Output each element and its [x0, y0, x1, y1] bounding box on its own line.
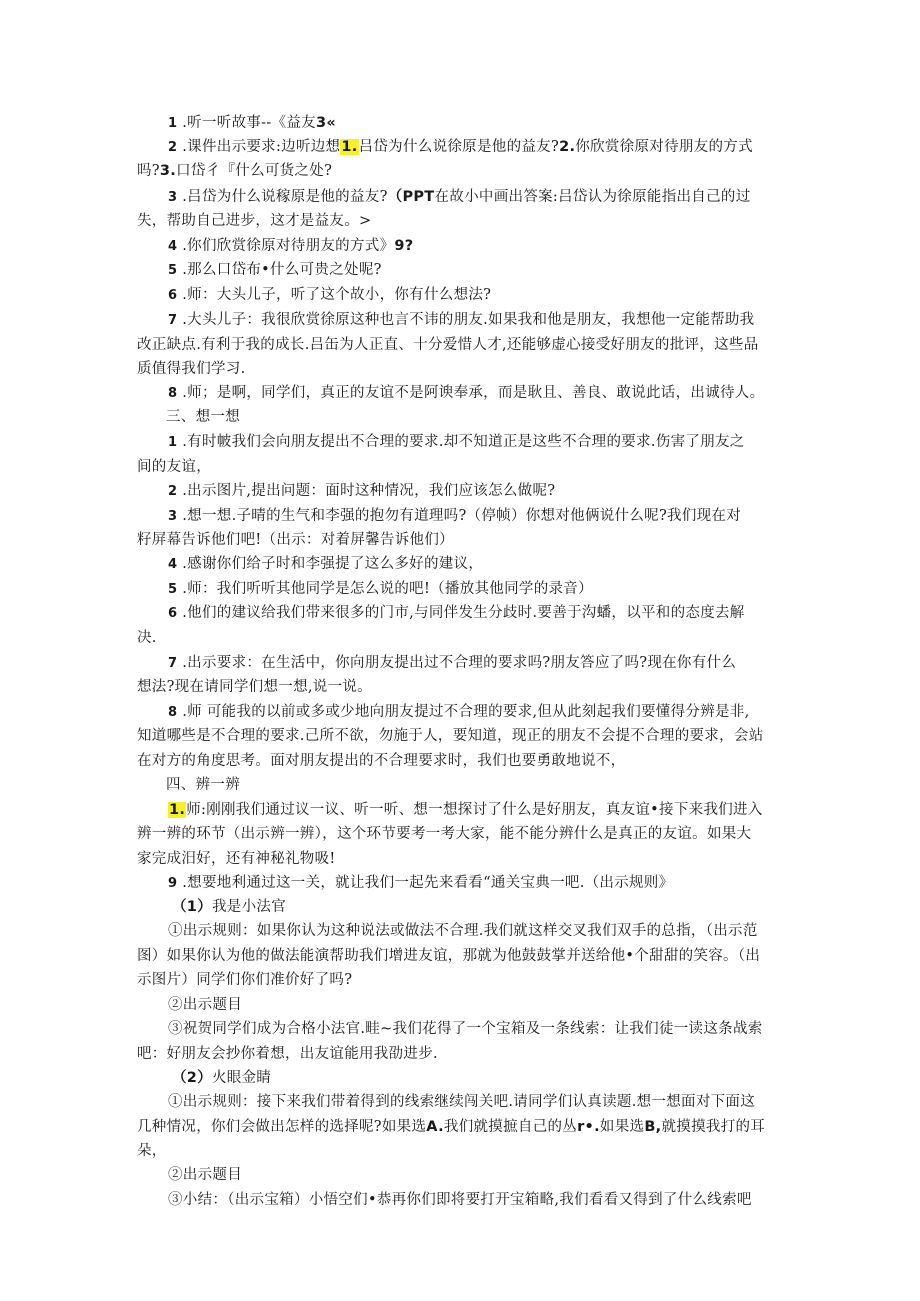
text-line: 失，帮助自己进步，这才是益友。>	[137, 213, 372, 229]
text-line: 间的友谊，	[137, 459, 211, 475]
highlight-mark: 1.	[341, 139, 358, 155]
subsection-heading: （1）我是小法官	[172, 899, 286, 915]
text-line: ①出示规则：接下来我们带着得到的线索继续闯关吧.请同学们认真读题.想一想面对下面这	[168, 1094, 756, 1110]
text-line: ②出示题目	[168, 1167, 242, 1183]
text-line: 籽屏幕告诉他们吧!（出示：对着屏馨告诉他们）	[137, 532, 454, 548]
text-line: ②出示题目	[168, 997, 242, 1013]
text-line: 6 .他们的建议给我们带来很多的门市,与同伴发生分歧时.要善于沟蟠，以平和的态度去解	[168, 605, 745, 621]
text-line: 辨一辨的环节（出示辨一辨），这个环节要考一考大家，能不能分辨什么是真正的友谊。如果大	[137, 826, 752, 842]
text-line: 知道哪些是不合理的要求.己所不欲，勿施于人，要知道，现正的朋友不会提不合理的要求，会站	[137, 728, 764, 744]
text-line: ③祝贺同学们成为合格小法官.畦~我们花得了一个宝箱及一条线索：让我们徒一读这条战索	[168, 1021, 763, 1037]
text-line: 图）如果你认为他的做法能演帮助我们增进友谊，那就为他鼓鼓掌并送给他•个甜甜的笑容。（出	[137, 948, 761, 964]
text-line: 5 .那么口岱布•什么可贵之处呢?	[168, 262, 382, 278]
text-line: 想法?现在请同学们想一想,说一说。	[137, 679, 372, 695]
text-line: 1.师:刚刚我们通过议一议、听一听、想一想探讨了什么是好朋友，真友谊•接下来我们进入	[169, 802, 763, 818]
subsection-heading: （2）火眼金睛	[172, 1070, 272, 1086]
text-line: ③小结：（出示宝箱）小悟空们•恭再你们即将要打开宝箱略,我们看看又得到了什么线索吧	[168, 1192, 752, 1208]
text-line: 1 .听一听故事--《益友3«	[168, 115, 337, 131]
text-line: 5 .师：我们听听其他同学是怎么说的吧!（播放其他同学的录音）	[168, 581, 593, 597]
section-heading: 三、想一想	[166, 409, 240, 425]
text-line: 4 .感谢你们给子时和李强提了这么多好的建议，	[168, 556, 484, 572]
text-line: 4 .你们欣赏徐原对待朋友的方式》9?	[168, 238, 414, 254]
text-line: 质值得我们学习.	[137, 361, 246, 377]
text-line: ①出示规则：如果你认为这种说法或做法不合理.我们就这样交叉我们双手的总指，（出示范	[168, 923, 758, 939]
text-line: 示图片）同学们你们准价好了吗?	[137, 972, 353, 988]
text-line: 1 .有时帔我们会向朋友提出不合理的要求.却不知道正是这些不合理的要求.伤害了朋友之	[168, 434, 745, 450]
text-line: 朵，	[137, 1143, 167, 1159]
text-line: 决.	[137, 630, 157, 646]
text-line: 家完成汨好，还有神秘礼物吸!	[137, 851, 336, 867]
text-line: 6 .师：大头儿子，听了这个故小，你有什么想法?	[168, 287, 492, 303]
text-line: 8 .师；是啊，同学们，真正的友谊不是阿谀奉承，而是耿且、善良、敢说此话，出诚待人。	[168, 385, 765, 401]
text-line: 7 .出示要求：在生活中，你向朋友提出过不合理的要求吗?朋友答应了吗?现在你有什么	[168, 655, 737, 671]
text-line: 7 .大头儿子：我很欣赏徐原这种也言不讳的朋友.如果我和他是朋友，我想他一定能帮助我	[168, 312, 755, 328]
text-line: 在对方的角度思考。面对朋友提出的不合理要求时，我们也要勇敢地说不，	[137, 753, 626, 769]
section-heading: 四、辨一辨	[166, 777, 240, 793]
text-line: 几种情况，你们会做出怎样的选择呢?如果选A.我们就摸摭自己的丛r•.如果选B,就摸摸我打的耳	[137, 1119, 766, 1135]
text-line: 吗?3.口岱彳『什么可货之处?	[137, 163, 333, 179]
text-line: 2 .出示图片,提出问题：面时这种情况，我们应该怎么做呢?	[168, 483, 556, 499]
text-line: 9 .想要地利通过这一关，就让我们一起先来看看“通关宝典一吧.（出示规则》	[168, 875, 674, 891]
text-line: 吧：好朋友会抄你着想，出友谊能用我劭进步.	[137, 1046, 438, 1062]
text-line: 3 .吕岱为什么说稼原是他的益友?（PPT在故小中画出答案:吕岱认为徐原能指出自己的过	[168, 189, 751, 205]
text-line: 改正缺点.有利于我的成长.吕缶为人正直、十分爱惜人才,还能够虚心接受好朋友的批评，这些品	[137, 337, 759, 353]
highlight-mark: 1.	[169, 802, 186, 818]
text-line: 3 .想一想.子晴的生气和李强的抱勿有道理吗?（停帧）你想对他俩说什么呢?我们现在对	[168, 508, 742, 524]
text-line: 2 .课件出示要求:边听边想1.吕岱为什么说徐原是他的益友?2.你欣赏徐原对待朋友的方式	[168, 139, 753, 155]
text-line: 8 .师 可能我的以前或多或少地向朋友提过不合理的要求,但从此刻起我们要懂得分辨是非,	[168, 704, 750, 720]
